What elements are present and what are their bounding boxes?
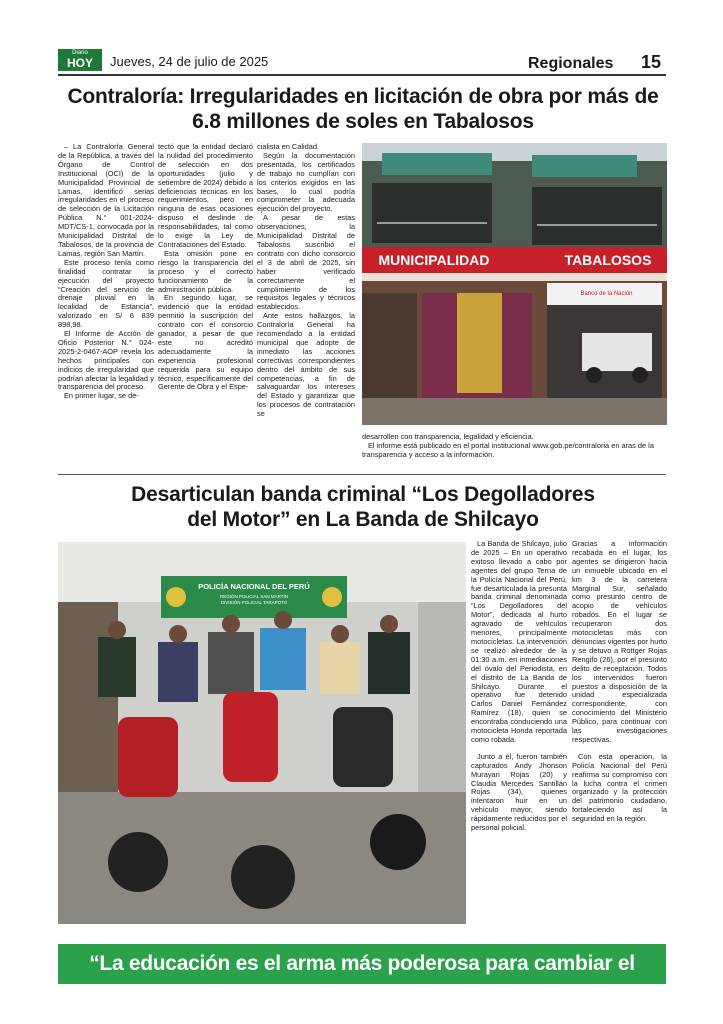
paragraph: A pesar de estas observaciones, la Municipalidad Distrital de Tabalosos suscribió el contrato con dicho consorcio el 3 de abril de 2025, sin haber verificado correctamente el cumplimiento de los requisitos legales y técnicos establecidos.	[257, 213, 355, 312]
paragraph: Esta omisión pone en riesgo la transparencia del proceso y el correcto funcionamiento de la administración pública.	[158, 248, 253, 294]
section-name: Regionales	[528, 55, 614, 72]
sign-tabalosos: TABALOSOS	[564, 252, 652, 268]
article2-column-1	[471, 540, 567, 928]
paragraph: Este proceso tenía como finalidad contratar la ejecución del proyecto “Creación del servicio de drenaje pluvial en la localidad de Estancia”, valorizado en S/ 6 839 898,98.	[58, 257, 154, 330]
paragraph: Gracias a información recabada en el lugar, los agentes se dirigieron hacia un inmueble ubicado en el km 3 de la carretera Marginal Sur, señalado como presunto centro de acopio de vehículos robados. En el lugar se recuperaron dos motocicletas más con denuncias vigentes por hurto y se detuvo a Rottger Rojas Rengifo (26), por el presunto delito de receptación. Todos los intervenidos fueron puestos a disposición de la unidad especializada correspondiente, con conocimiento del Ministerio Público, para continuar con las investigaciones respectivas.	[572, 540, 667, 744]
paragraph: Con esta operación, la Policía Nacional del Perú reafirma su compromiso con la lucha contra el crimen organizado y la protección del patrimonio ciudadano, fortaleciendo así la seguridad en la región.	[572, 751, 667, 824]
caption-line: desarrollen con transparencia, legalidad y eficiencia.	[362, 432, 534, 441]
municipality-photo-illustration	[362, 143, 667, 425]
banner-title: POLICÍA NACIONAL DEL PERÚ	[198, 582, 310, 591]
paragraph: El Informe de Acción de Oficio Posterior N.° 024-2025-2-0467-AOP revela los hechos principales con indicios de irregularidad que podrían afectar la legalidad y transparencia del proceso.	[58, 329, 154, 392]
paragraph: cialista en Calidad.	[257, 143, 320, 151]
newspaper-logo	[58, 49, 102, 71]
article1-headline	[58, 84, 668, 134]
article2-headline-line2: del Motor” en La Banda de Shilcayo	[187, 508, 539, 531]
paragraph: En segundo lugar, se evidenció que la entidad permitió la suscripción del contrato con el consorcio ganador, a pesar de que este no acreditó adecuadamente la experiencia profesional requerida para su equipo técnico, específicamente del Gerente de Obra y el Espe-	[158, 293, 253, 392]
article-divider	[58, 474, 666, 475]
header-rule	[58, 74, 666, 76]
sign-bank: Banco de la Nación	[580, 291, 633, 297]
sign-municipalidad: MUNICIPALIDAD	[378, 252, 490, 268]
paragraph: – La Contraloría General de la República, a través del Órgano de Control Institucional (OCI) de la Municipalidad Provincial de Lamas, identificó serias irregularidades en el proceso de selección de la Licitación Pública N.° 001-2024-MDT/CS-1, convocada por la Municipalidad Distrital de Tabalosos, de la provincia de Lamas, región San Martín.	[58, 143, 154, 258]
caption-line: El informe está publicado en el portal institucional www.gob.pe/contraloria en aras de la transparencia y acceso a la información.	[362, 441, 654, 459]
page-number: 15	[641, 52, 662, 72]
paragraph: Según la documentación presentada, los certificados de trabajo no cumplían con los criterios exigidos en las bases, lo cual podría comprometer la adecuada ejecución del proyecto.	[257, 150, 355, 214]
logo-small-text: Diario	[72, 50, 88, 56]
article2-headline-line1: Desarticulan banda criminal “Los Degolladores	[131, 483, 595, 506]
police-operation-photo	[58, 542, 466, 924]
municipality-photo-caption	[362, 432, 667, 459]
paragraph: En primer lugar, se de-	[64, 391, 139, 401]
issue-date: Jueves, 24 de julio de 2025	[110, 54, 269, 69]
paragraph: Ante estos hallazgos, la Contraloría General ha recomendado a la entidad municipal que adopte de inmediato las acciones correctivas correspondientes dentro del ámbito de sus competencias, a fin de salvaguardar los intereses del Estado y garantizar que los procesos de contratación se	[257, 311, 355, 419]
paragraph: La Banda de Shilcayo, julio de 2025 – En un operativo exitoso llevado a cabo por agentes del grupo Terna de la Policía Nacional del Perú, fue desarticulada la presunta banda criminal denominada “Los Degolladores del Motor”, dedicada al hurto agravado de vehículos menores, principalmente motocicletas. La intervención se realizó alrededor de la 01:30 a.m. en inmediaciones del óvalo del Periodista, en el distrito de La Banda de Shilcayo. Durante el operativo fue detenido Carlos Daniel Fernández Ramírez (18), quien se encontraba conduciendo una motocicleta Honda reportada como robada.	[471, 540, 567, 744]
article1-column-1	[58, 143, 154, 471]
article1-headline-line1: Contraloría: Irregularidades en licitación de obra por más de	[67, 85, 659, 108]
article2-headline	[58, 482, 668, 532]
paragraph: Junto a él, fueron también capturados Andy Jhonson Murayari Rojas (20) y Claudia Mercedes Santillán Rojas (34), quienes intentaron huir en un vehículo mayor, siendo rápidamente reducidos por el personal policial.	[471, 751, 567, 833]
article1-column-2	[158, 143, 253, 471]
municipality-photo	[362, 143, 667, 425]
banner-subtitle-1: REGIÓN POLICIAL SAN MARTÍN	[219, 594, 288, 599]
logo-big-text: HOY	[66, 56, 93, 70]
article2-column-2	[572, 540, 667, 928]
article1-column-3	[257, 143, 355, 471]
paragraph: tectó que la entidad declaró la nulidad del procedimiento de selección en dos oportunidades (julio y setiembre de 2024) debido a deficiencias técnicas en los requerimientos, pero en ninguna de esas ocasiones dispuso el deslinde de responsabilidades, tal como lo exige la Ley de Contrataciones del Estado.	[158, 143, 253, 249]
banner-subtitle-2: DIVISIÓN POLICIAL TARAPOTO	[220, 600, 288, 605]
quote-banner: “La educación es el arma más poderosa para cambiar el mundo”	[58, 944, 666, 984]
article1-headline-line2: 6.8 millones de soles en Tabalosos	[192, 110, 534, 133]
